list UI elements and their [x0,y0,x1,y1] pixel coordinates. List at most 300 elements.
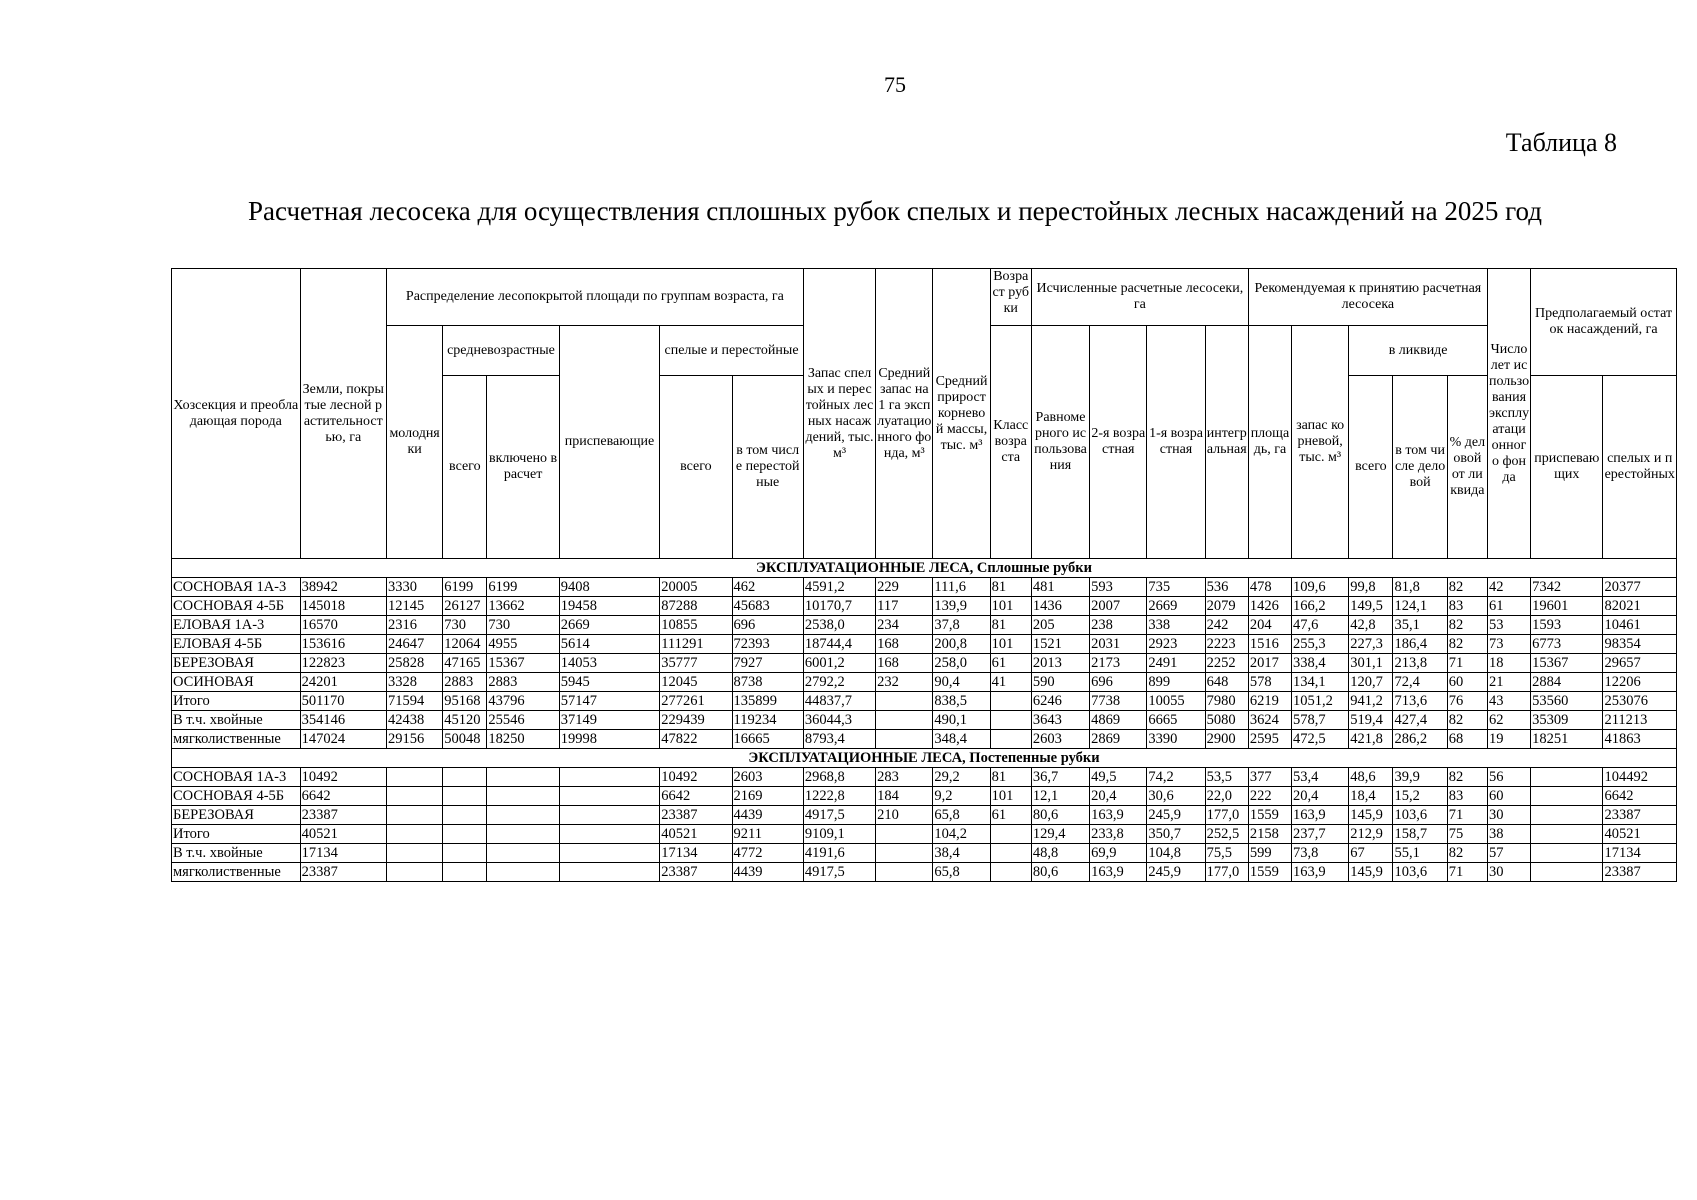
table-cell: 20,4 [1090,787,1147,806]
table-cell: 71 [1447,863,1487,882]
table-row [172,597,1677,616]
table-cell: 578 [1248,673,1291,692]
row-label-cell: мягколиственные [172,730,301,749]
table-cell: 104,8 [1147,844,1205,863]
row-label-cell: ЕЛОВАЯ 1А-3 [172,616,301,635]
header-calculated: Исчисленные расчетные лесосеки, га [1031,269,1248,326]
table-cell: 229 [876,578,933,597]
table-cell: 2923 [1147,635,1205,654]
table-cell: 2603 [1031,730,1089,749]
table-row [172,673,1677,692]
table-cell [443,768,487,787]
table-cell: 593 [1090,578,1147,597]
table-cell: 57 [1487,844,1530,863]
table-cell: 38942 [300,578,386,597]
table-cell: 124,1 [1393,597,1447,616]
table-cell: 98354 [1603,635,1677,654]
table-cell [386,806,442,825]
page-number: 75 [884,72,906,97]
table-cell: 57147 [559,692,659,711]
header-area: площадь, га [1248,326,1291,559]
table-cell: 277261 [660,692,732,711]
table-cell: 9109,1 [803,825,875,844]
table-cell: 23387 [1603,863,1677,882]
table-cell: 6199 [487,578,559,597]
table-cell: 38 [1487,825,1530,844]
table-cell: 204 [1248,616,1291,635]
header-liquid-business: в том числе деловой [1393,376,1447,559]
table-cell: 101 [990,635,1031,654]
table-cell: 19601 [1531,597,1603,616]
row-label-cell: СОСНОВАЯ 1А-3 [172,768,301,787]
table-cell [559,825,659,844]
table-row [172,825,1677,844]
table-cell: 42 [1487,578,1530,597]
table-cell: 245,9 [1147,863,1205,882]
table-cell: 82 [1447,616,1487,635]
table-cell: 286,2 [1393,730,1447,749]
table-cell: 10055 [1147,692,1205,711]
table-cell: 23387 [1603,806,1677,825]
table-row [172,806,1677,825]
table-cell: 22,0 [1205,787,1248,806]
table-cell: 5080 [1205,711,1248,730]
table-cell: 48,6 [1349,768,1393,787]
table-cell: 2669 [559,616,659,635]
table-cell: 501170 [300,692,386,711]
table-cell [1531,806,1603,825]
table-cell: 71 [1447,654,1487,673]
table-cell: 2013 [1031,654,1089,673]
table-cell: 1222,8 [803,787,875,806]
table-cell: 25546 [487,711,559,730]
table-cell: 122823 [300,654,386,673]
table-cell: 42438 [386,711,442,730]
table-cell [990,692,1031,711]
table-cell: 17134 [1603,844,1677,863]
table-cell [559,863,659,882]
table-cell: 1559 [1248,863,1291,882]
table-cell: 74,2 [1147,768,1205,787]
table-cell: 17134 [660,844,732,863]
table-cell: 19998 [559,730,659,749]
table-cell: 71594 [386,692,442,711]
row-label-cell: СОСНОВАЯ 4-5Б [172,597,301,616]
table-cell: 578,7 [1292,711,1349,730]
table-cell: 40521 [660,825,732,844]
table-cell: 1559 [1248,806,1291,825]
table-cell: 48,8 [1031,844,1089,863]
table-cell: 83 [1447,597,1487,616]
table-cell [487,806,559,825]
table-cell [386,825,442,844]
table-cell [876,825,933,844]
table-cell: 61 [1487,597,1530,616]
table-cell: 30 [1487,806,1530,825]
table-cell: 60 [1447,673,1487,692]
table-cell: 61 [990,654,1031,673]
table-cell [487,863,559,882]
table-cell: 730 [487,616,559,635]
table-cell: 1426 [1248,597,1291,616]
table-cell: 103,6 [1393,806,1447,825]
header-stock: Запас спелых и перестойных лесных насаждений, тыс. м³ [803,269,875,559]
table-cell: 4869 [1090,711,1147,730]
table-cell: 163,9 [1292,806,1349,825]
table-cell: 103,6 [1393,863,1447,882]
table-cell: 427,4 [1393,711,1447,730]
table-cell [876,844,933,863]
table-cell: 14053 [559,654,659,673]
table-cell: 15367 [487,654,559,673]
table-cell: 6246 [1031,692,1089,711]
table-cell: 354146 [300,711,386,730]
table-cell [443,863,487,882]
table-cell: 838,5 [933,692,990,711]
table-cell: 222 [1248,787,1291,806]
table-cell: 2883 [487,673,559,692]
table-cell: 83 [1447,787,1487,806]
table-cell: 213,8 [1393,654,1447,673]
table-cell: 258,0 [933,654,990,673]
table-cell: 47822 [660,730,732,749]
table-cell: 36,7 [1031,768,1089,787]
header-maturing: приспевающие [559,326,659,559]
header-mature-total: всего [660,376,732,559]
table-cell: 4772 [732,844,803,863]
table-cell: 1051,2 [1292,692,1349,711]
table-cell: 147024 [300,730,386,749]
table-cell: 13662 [487,597,559,616]
table-row [172,711,1677,730]
table-cell: 49,5 [1090,768,1147,787]
table-cell: 696 [1090,673,1147,692]
table-cell [876,711,933,730]
table-cell: 350,7 [1147,825,1205,844]
table-cell: 7342 [1531,578,1603,597]
table-cell: 20377 [1603,578,1677,597]
table-cell: 17134 [300,844,386,863]
table-row [172,730,1677,749]
table-cell: 16665 [732,730,803,749]
table-cell: 139,9 [933,597,990,616]
table-row [172,578,1677,597]
table-cell: 5945 [559,673,659,692]
table-cell: 71 [1447,806,1487,825]
table-cell: 29156 [386,730,442,749]
table-cell: 45120 [443,711,487,730]
table-cell: 168 [876,635,933,654]
table-cell: 30,6 [1147,787,1205,806]
table-cell: 21 [1487,673,1530,692]
table-cell: 6642 [660,787,732,806]
table-cell: 590 [1031,673,1089,692]
table-cell: 20,4 [1292,787,1349,806]
table-cell [1531,825,1603,844]
header-mature: спелые и перестойные [660,326,804,376]
table-cell: 4917,5 [803,863,875,882]
table-cell [1531,844,1603,863]
table-cell: 30 [1487,863,1530,882]
table-cell: 24647 [386,635,442,654]
table-cell: 41 [990,673,1031,692]
table-cell: 177,0 [1205,863,1248,882]
table-cell: 43796 [487,692,559,711]
table-cell: 53,5 [1205,768,1248,787]
table-cell: 7927 [732,654,803,673]
table-cell: 81 [990,578,1031,597]
row-label-cell: Итого [172,692,301,711]
table-cell: 2173 [1090,654,1147,673]
table-cell: 2595 [1248,730,1291,749]
table-cell: 4191,6 [803,844,875,863]
header-integral: интегральная [1205,326,1248,559]
header-liquid-total: всего [1349,376,1393,559]
table-cell [990,711,1031,730]
table-cell: 163,9 [1090,806,1147,825]
table-cell: 6665 [1147,711,1205,730]
table-cell: 10461 [1603,616,1677,635]
table-cell: 60 [1487,787,1530,806]
table-cell [876,730,933,749]
table-cell: 168 [876,654,933,673]
table-cell: 35309 [1531,711,1603,730]
table-cell: 6219 [1248,692,1291,711]
table-cell: 10492 [660,768,732,787]
table-cell: 2792,2 [803,673,875,692]
row-label-cell: СОСНОВАЯ 1А-3 [172,578,301,597]
table-cell: 9,2 [933,787,990,806]
table-cell: 184 [876,787,933,806]
table-cell: 377 [1248,768,1291,787]
table-cell: 104492 [1603,768,1677,787]
table-cell: 421,8 [1349,730,1393,749]
table-cell: 62 [1487,711,1530,730]
table-cell: 35,1 [1393,616,1447,635]
table-cell: 75 [1447,825,1487,844]
table-cell: 4955 [487,635,559,654]
table-cell: 134,1 [1292,673,1349,692]
table-cell: 158,7 [1393,825,1447,844]
table-cell: 16570 [300,616,386,635]
table-cell: 65,8 [933,806,990,825]
table-row [172,654,1677,673]
table-cell: 232 [876,673,933,692]
table-cell: 3328 [386,673,442,692]
table-cell: 81,8 [1393,578,1447,597]
table-cell: 72393 [732,635,803,654]
table-cell: 253076 [1603,692,1677,711]
table-cell: 25828 [386,654,442,673]
table-cell: 472,5 [1292,730,1349,749]
table-cell: 65,8 [933,863,990,882]
table-cell: 45683 [732,597,803,616]
table-cell: 5614 [559,635,659,654]
table-cell: 53,4 [1292,768,1349,787]
table-cell: 2158 [1248,825,1291,844]
table-cell: 55,1 [1393,844,1447,863]
table-cell: 2031 [1090,635,1147,654]
table-cell: 90,4 [933,673,990,692]
table-cell: 67 [1349,844,1393,863]
table-cell: 4917,5 [803,806,875,825]
table-cell: 210 [876,806,933,825]
row-label-cell: В т.ч. хвойные [172,844,301,863]
header-remain: Предполагаемый остаток насаждений, га [1531,269,1677,376]
table-cell: 56 [1487,768,1530,787]
table-cell: 109,6 [1292,578,1349,597]
table-cell: 2223 [1205,635,1248,654]
table-cell: 2883 [443,673,487,692]
table-cell: 12064 [443,635,487,654]
table-cell: 153616 [300,635,386,654]
table-cell: 15367 [1531,654,1603,673]
table-cell: 9408 [559,578,659,597]
section-header-row [172,559,1677,578]
table-cell: 20005 [660,578,732,597]
table-cell: 87288 [660,597,732,616]
table-cell: 82 [1447,635,1487,654]
table-cell: 82 [1447,711,1487,730]
table-body [172,559,1677,882]
table-cell: 163,9 [1090,863,1147,882]
table-cell: 348,4 [933,730,990,749]
table-cell: 338,4 [1292,654,1349,673]
table-cell: 18744,4 [803,635,875,654]
table-cell: 163,9 [1292,863,1349,882]
table-cell: 23387 [300,806,386,825]
header-middle-included: включено в расчет [487,376,559,559]
table-cell: 149,5 [1349,597,1393,616]
table-cell: 696 [732,616,803,635]
table-cell: 2491 [1147,654,1205,673]
table-cell: 713,6 [1393,692,1447,711]
table-cell: 99,8 [1349,578,1393,597]
table-cell: 255,3 [1292,635,1349,654]
table-cell: 37,8 [933,616,990,635]
table-cell: 4439 [732,806,803,825]
section-title: ЭКСПЛУАТАЦИОННЫЕ ЛЕСА, Сплошные рубки [172,559,1677,578]
row-label-cell: В т.ч. хвойные [172,711,301,730]
table-cell: 2669 [1147,597,1205,616]
table-cell: 81 [990,768,1031,787]
table-cell: 2017 [1248,654,1291,673]
table-cell [1531,863,1603,882]
table-cell: 283 [876,768,933,787]
table-cell: 2169 [732,787,803,806]
table-cell: 1436 [1031,597,1089,616]
table-cell [443,787,487,806]
table-cell: 177,0 [1205,806,1248,825]
table-cell [386,787,442,806]
table-cell: 42,8 [1349,616,1393,635]
table-cell: 6642 [300,787,386,806]
table-cell: 12045 [660,673,732,692]
table-cell: 53560 [1531,692,1603,711]
header-mature-over: в том числе перестойные [732,376,803,559]
header-remain-maturing: приспевающих [1531,376,1603,559]
table-cell: 43 [1487,692,1530,711]
table-cell: 2884 [1531,673,1603,692]
table-cell: 19 [1487,730,1530,749]
table-cell: 129,4 [1031,825,1089,844]
table-cell: 35777 [660,654,732,673]
table-cell [443,825,487,844]
table-cell: 111,6 [933,578,990,597]
table-cell: 82 [1447,578,1487,597]
table-cell [876,692,933,711]
table-cell: 8738 [732,673,803,692]
table-cell: 200,8 [933,635,990,654]
table-cell [990,825,1031,844]
header-distribution: Распределение лесопокрытой площади по группам возраста, га [386,269,803,326]
document-title: Расчетная лесосека для осуществления сплошных рубок спелых и перестойных лесных насаждений на 2025 год [248,196,1542,226]
table-cell: 47165 [443,654,487,673]
table-cell [1531,768,1603,787]
header-recommended: Рекомендуемая к принятию расчетная лесосека [1248,269,1487,326]
table-cell: 18 [1487,654,1530,673]
table-cell: 111291 [660,635,732,654]
table-cell: 186,4 [1393,635,1447,654]
table-cell: 80,6 [1031,806,1089,825]
table-cell [990,863,1031,882]
table-cell: 6001,2 [803,654,875,673]
section-title: ЭКСПЛУАТАЦИОННЫЕ ЛЕСА, Постепенные рубки [172,749,1677,768]
table-cell: 211213 [1603,711,1677,730]
table-cell: 730 [443,616,487,635]
table-cell [559,787,659,806]
table-cell: 9211 [732,825,803,844]
header-second-age: 2-я возрастная [1090,326,1147,559]
table-cell: 2538,0 [803,616,875,635]
header-section: Хозсекция и преобладающая порода [172,269,301,559]
table-cell: 166,2 [1292,597,1349,616]
table-cell: 212,9 [1349,825,1393,844]
table-cell: 82021 [1603,597,1677,616]
table-cell: 120,7 [1349,673,1393,692]
table-cell [386,844,442,863]
table-cell: 101 [990,787,1031,806]
table-row [172,787,1677,806]
table-cell [487,825,559,844]
table-cell: 10855 [660,616,732,635]
table-cell: 205 [1031,616,1089,635]
table-cell [487,787,559,806]
table-cell: 40521 [300,825,386,844]
table-cell: 6199 [443,578,487,597]
table-label: Таблица 8 [1505,128,1617,157]
table-cell: 15,2 [1393,787,1447,806]
table-cell: 61 [990,806,1031,825]
table-cell: 2968,8 [803,768,875,787]
table-cell: 1521 [1031,635,1089,654]
table-row [172,863,1677,882]
table-cell: 12206 [1603,673,1677,692]
table-cell: 7980 [1205,692,1248,711]
table-cell: 37149 [559,711,659,730]
row-label-cell: Итого [172,825,301,844]
table-cell: 2007 [1090,597,1147,616]
table-cell: 38,4 [933,844,990,863]
table-cell: 18251 [1531,730,1603,749]
table-cell [443,844,487,863]
header-avg-stock: Средний запас на 1 га эксплуатационного фонда, м³ [876,269,933,559]
table-cell: 536 [1205,578,1248,597]
header-root-stock: запас корневой, тыс. м³ [1292,326,1349,559]
table-cell: 23387 [660,863,732,882]
table-cell: 519,4 [1349,711,1393,730]
table-cell: 1593 [1531,616,1603,635]
